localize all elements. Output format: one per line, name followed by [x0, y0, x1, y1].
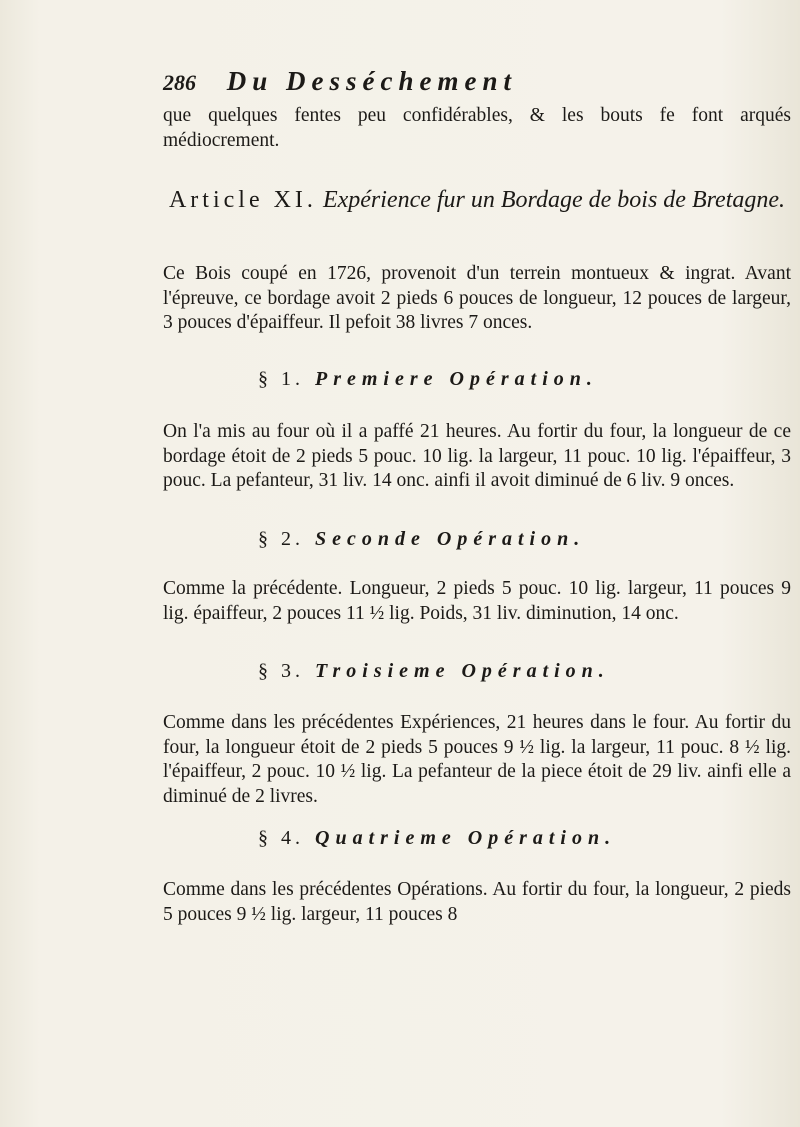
section-number: § 3.	[258, 660, 304, 682]
section-title: Premiere Opération.	[315, 368, 598, 390]
article-label: Article XI.	[168, 187, 317, 213]
running-title: Du Desséchement	[226, 66, 517, 96]
section-heading-1	[258, 368, 598, 391]
section-title: Troisieme Opération.	[315, 660, 610, 682]
paragraph-operation-2: Comme la précédente. Longueur, 2 pieds 5 pouc. 10 lig. largeur, 11 pouces 9 lig. épaiffeur, 2 pouces 11 ½ lig. Poids, 31 liv. diminution, 14 onc.	[163, 578, 791, 624]
article-heading	[163, 185, 791, 215]
paragraph-operation-4: Comme dans les précédentes Opérations. Au fortir du four, la longueur, 2 pieds 5 pouces 9 ½ lig. largeur, 11 pouces 8	[163, 879, 791, 925]
section-heading-2	[258, 528, 585, 551]
paragraph-operation-1: On l'a mis au four où il a paffé 21 heures. Au fortir du four, la longueur de ce bordage étoit de 2 pieds 5 pouc. 10 lig. la largeur, 11 pouc. 10 lig. l'épaiffeur, 3 pouc. La pefanteur, 31 liv. 14 onc. ainfi il avoit diminué de 6 liv. 9 onces.	[163, 421, 791, 491]
paragraph-operation-3: Comme dans les précédentes Expériences, 21 heures dans le four. Au fortir du four, la longueur étoit de 2 pieds 5 pouces 9 ½ lig. la largeur, 11 pouc. 8 ½ lig. l'épaiffeur, 2 pouc. 10 ½ lig. La pefanteur de la piece étoit de 29 liv. ainfi elle a diminué de 2 livres.	[163, 712, 791, 807]
section-number: § 1.	[258, 368, 304, 390]
section-heading-4	[258, 827, 616, 850]
section-title: Seconde Opération.	[315, 528, 586, 550]
paragraph-continued: que quelques fentes peu confidérables, & les bouts fe font arqués médiocrement.	[163, 105, 791, 151]
section-number: § 4.	[258, 827, 304, 849]
section-number: § 2.	[258, 528, 304, 550]
section-title: Quatrieme Opération.	[315, 827, 617, 849]
section-heading-3	[258, 660, 610, 683]
paragraph-description: Ce Bois coupé en 1726, provenoit d'un terrein montueux & ingrat. Avant l'épreuve, ce bordage avoit 2 pieds 6 pouces de longueur, 12 pouces de largeur, 3 pouces d'épaiffeur. Il pefoit 38 livres 7 onces.	[163, 263, 791, 333]
running-head	[163, 66, 763, 97]
article-title: Expérience fur un Bordage de bois de Bretagne.	[322, 187, 786, 213]
page-number: 286	[163, 70, 196, 95]
